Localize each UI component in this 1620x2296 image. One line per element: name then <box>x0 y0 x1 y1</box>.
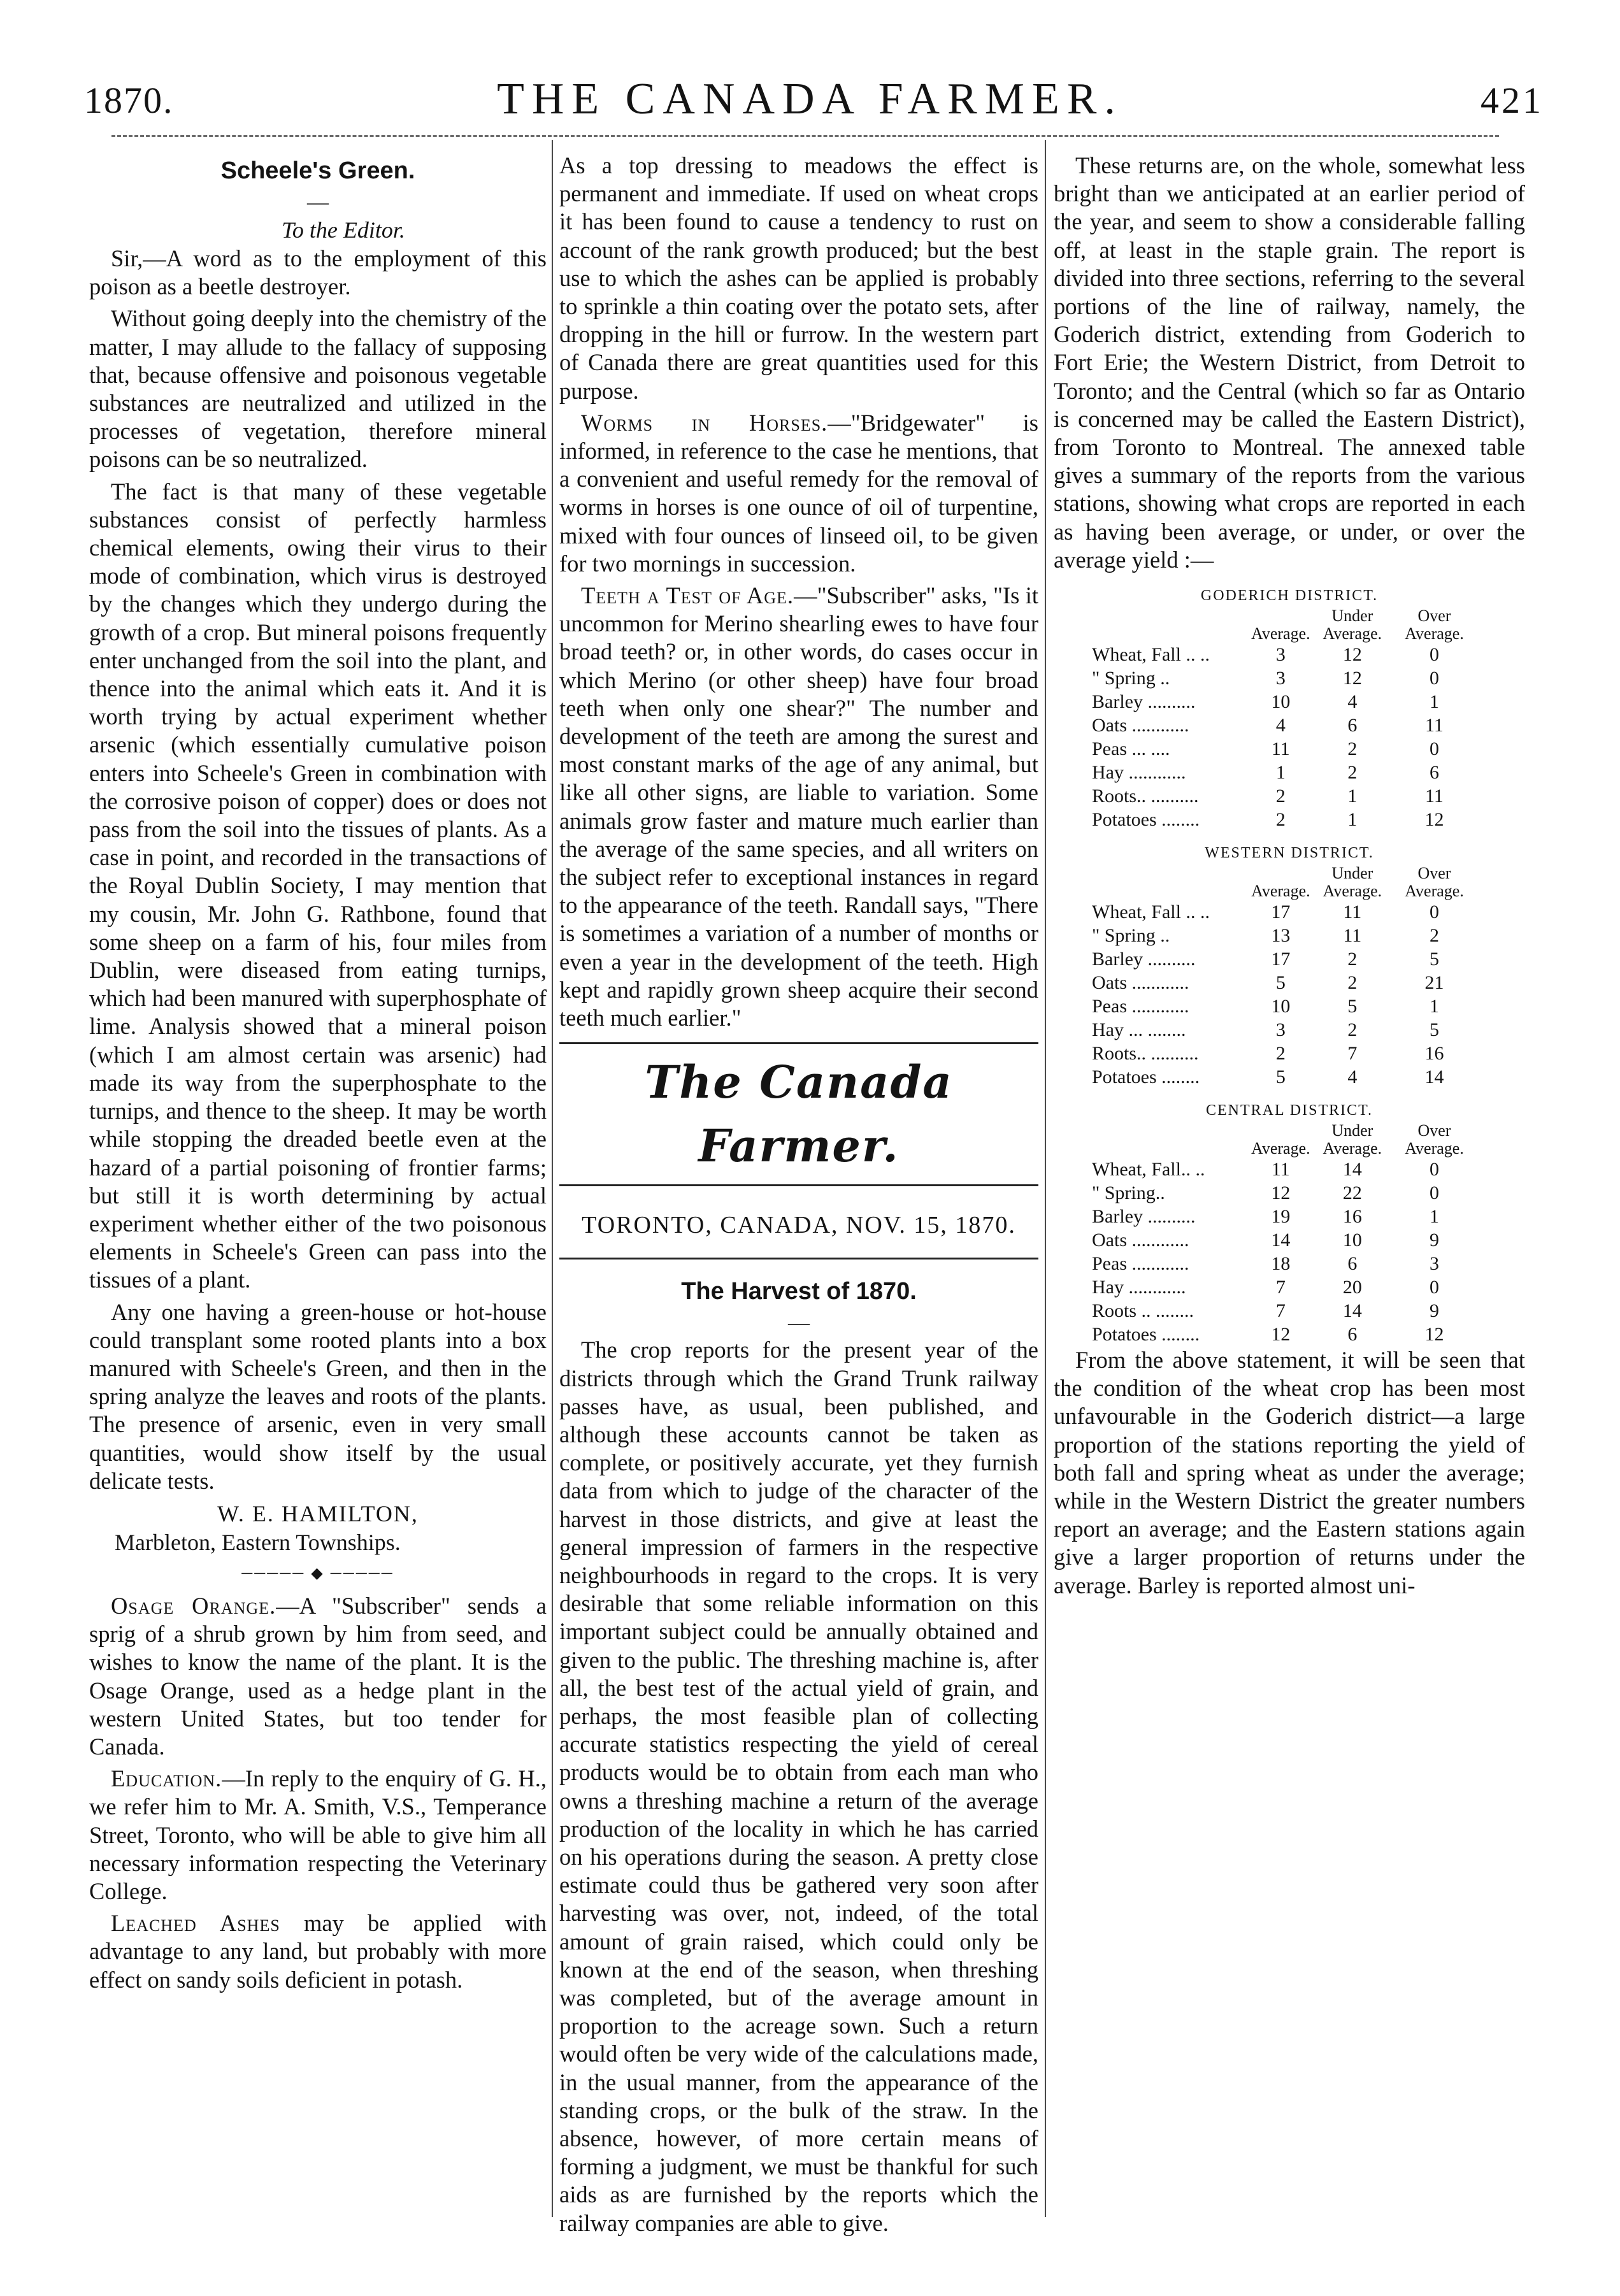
table-cell: 1 <box>1430 691 1439 713</box>
table-row <box>1092 737 1474 761</box>
table-cell: 6 <box>1347 1253 1358 1275</box>
table-header-cell: Over Average. <box>1405 606 1464 643</box>
table-cell: 1 <box>1430 1206 1439 1228</box>
table-cell: 16 <box>1424 1043 1444 1065</box>
harvest-paragraph-3: From the above statement, it will be seen that the condition of the wheat crop has been most unfavourable in the Goderich district—a large proportion of the stations reporting the yield of both fall and spring wheat as under the average; while in the Western District the greater numbers report an average; and the Eastern stations again give a larger proportion of returns under the average. Barley is reported almost uni- <box>1054 1347 1525 1598</box>
table-cell: 16 <box>1342 1206 1362 1228</box>
table-cell: 10 <box>1342 1230 1362 1251</box>
crop-name: Roots.. .......... <box>1092 786 1199 807</box>
table-row <box>1092 924 1474 947</box>
table-header-cell: Average. <box>1251 882 1310 901</box>
table-cell: 0 <box>1430 1182 1439 1204</box>
crop-name: Barley .......... <box>1092 691 1196 713</box>
table-cell: 3 <box>1275 1019 1286 1041</box>
table-cell: 2 <box>1430 925 1439 947</box>
osage-text: —A "Subscriber" sends a sprig of a shrub grown by him from seed, and wishes to know the name of the plant. It is the Osage Orange, used as a hedge plant in the western United States, but too tender for Canada. <box>89 1592 547 1760</box>
table-cell: 5 <box>1430 1019 1439 1041</box>
table-cell: 1 <box>1430 996 1439 1017</box>
scheele-paragraph-1: Sir,—A word as to the employment of this poison as a beetle destroyer. <box>89 245 547 300</box>
table-header-cell <box>1092 1122 1251 1158</box>
table-cell: 4 <box>1347 691 1358 713</box>
dateline: TORONTO, CANADA, NOV. 15, 1870. <box>559 1196 1038 1259</box>
table-cell: 11 <box>1271 1159 1290 1180</box>
table-row <box>1092 1018 1474 1042</box>
table-cell: 0 <box>1430 668 1439 689</box>
table-cell: 14 <box>1342 1300 1362 1322</box>
table-header-cell <box>1092 607 1251 643</box>
table-cell: 9 <box>1430 1300 1439 1322</box>
table-row <box>1092 1252 1474 1275</box>
table-cell: 19 <box>1271 1206 1291 1228</box>
table-row <box>1092 1299 1474 1323</box>
table-row <box>1092 1158 1474 1181</box>
table-header-cell: Over Average. <box>1405 1121 1464 1158</box>
table-cell: 9 <box>1430 1230 1439 1251</box>
table-header-cell: Under Average. <box>1323 606 1382 643</box>
table-cell: 12 <box>1271 1182 1291 1204</box>
table-cell: 12 <box>1271 1324 1291 1345</box>
table-cell: 14 <box>1342 1159 1362 1180</box>
table-row <box>1092 1205 1474 1228</box>
table-row <box>1092 761 1474 784</box>
education-head: Education. <box>111 1765 222 1792</box>
scheele-place: Marbleton, Eastern Townships. <box>115 1529 401 1555</box>
table-cell: 12 <box>1342 668 1362 689</box>
crop-name: Hay ... ........ <box>1092 1019 1186 1041</box>
scheele-paragraph-2: Without going deeply into the chemistry of the matter, I may allude to the fallacy of supposing that, because offensive and poisonous vegetable substances are neutralized and utilized in the processes of vegetation, therefore mineral poisons can be so neutralized. <box>89 305 547 473</box>
table-header-row <box>1092 1122 1474 1158</box>
crop-name: Potatoes ........ <box>1092 809 1200 831</box>
header-rule <box>111 135 1499 137</box>
table-cell: 0 <box>1430 1159 1439 1180</box>
table-row <box>1092 971 1474 994</box>
table-cell: 0 <box>1430 644 1439 666</box>
crop-name: Peas ... .... <box>1092 738 1170 760</box>
scheele-dash: — <box>307 190 329 214</box>
yield-tables <box>1054 584 1525 1346</box>
district-title: CENTRAL DISTRICT. <box>1206 1102 1373 1119</box>
table-cell: 12 <box>1424 809 1444 831</box>
section-ornament: ───── ◆ ───── <box>241 1565 394 1582</box>
table-cell: 10 <box>1271 996 1291 1017</box>
district-table <box>1092 865 1474 1089</box>
district-title: GODERICH DISTRICT. <box>1200 587 1379 605</box>
table-cell: 11 <box>1271 738 1290 760</box>
table-row <box>1092 784 1474 808</box>
table-cell: 21 <box>1424 972 1444 994</box>
table-row <box>1092 1228 1474 1252</box>
ashes-paragraph <box>89 1909 547 1994</box>
table-header-row <box>1092 607 1474 643</box>
table-cell: 11 <box>1343 925 1362 947</box>
table-cell: 14 <box>1271 1230 1291 1251</box>
table-cell: 0 <box>1430 1277 1439 1298</box>
crop-name: Wheat, Fall .. .. <box>1092 644 1210 666</box>
ashes-continued: As a top dressing to meadows the effect is permanent and immediate. If used on wheat crops it has been found to cause a tendency to rust on account of the rank growth produced; but the best use to which the ashes can be applied is probably to sprinkle a thin coating over the potato sets, after dropping in the hill or furrow. In the western part of Canada there are great quantities used for this purpose. <box>559 152 1038 404</box>
column-3 <box>1054 152 1525 2239</box>
table-row <box>1092 714 1474 737</box>
worms-paragraph <box>559 409 1038 578</box>
table-cell: 14 <box>1424 1066 1444 1088</box>
harvest-paragraph-2: These returns are, on the whole, somewhat less bright than we anticipated at an earlier period of the year, and seem to show a considerable falling off, at least in the staple grain. The report is divided into three sections, referring to the several portions of the line of railway, namely, the Goderich district, extending from Goderich to Fort Erie; the Western District, from Detroit to Toronto; and the Central (which so far as Ontario is concerned may be called the Eastern District), from Toronto to Montreal. The annexed table gives a summary of the reports from the various stations, showing what crops are reported in each as having been average, or under, or over the average yield :— <box>1054 152 1525 573</box>
crop-name: Oats ............ <box>1092 972 1189 994</box>
table-cell: 1 <box>1275 762 1286 784</box>
table-cell: 5 <box>1430 949 1439 970</box>
header-title: THE CANADA FARMER. <box>497 75 1123 124</box>
crop-name: " Spring .. <box>1092 925 1170 947</box>
table-cell: 2 <box>1347 949 1358 970</box>
district-table <box>1092 607 1474 831</box>
crop-name: " Spring .. <box>1092 668 1170 689</box>
table-row <box>1092 666 1474 690</box>
scheele-signature: W. E. HAMILTON, <box>217 1500 419 1526</box>
table-header-cell: Over Average. <box>1405 864 1464 901</box>
table-header-row <box>1092 865 1474 900</box>
table-row <box>1092 1065 1474 1089</box>
district-table <box>1092 1122 1474 1346</box>
table-cell: 17 <box>1271 901 1291 923</box>
district-title: WESTERN DISTRICT. <box>1205 845 1374 862</box>
table-cell: 1 <box>1347 786 1358 807</box>
table-cell: 11 <box>1425 786 1444 807</box>
table-cell: 2 <box>1347 738 1358 760</box>
table-cell: 22 <box>1342 1182 1362 1204</box>
crop-name: Hay ............ <box>1092 1277 1186 1298</box>
crop-name: Barley .......... <box>1092 949 1196 970</box>
table-cell: 17 <box>1271 949 1291 970</box>
harvest-title: The Harvest of 1870. <box>681 1278 917 1305</box>
table-cell: 3 <box>1430 1253 1439 1275</box>
table-row <box>1092 643 1474 666</box>
osage-paragraph <box>89 1592 547 1761</box>
table-header-cell: Average. <box>1251 1139 1310 1158</box>
table-row <box>1092 994 1474 1018</box>
table-header-cell <box>1092 865 1251 900</box>
crop-name: Wheat, Fall.. .. <box>1092 1159 1205 1180</box>
header-year: 1870. <box>84 80 174 121</box>
column-rule-1 <box>552 140 553 2217</box>
column-rule-2 <box>1045 140 1046 2217</box>
ashes-head: Leached Ashes <box>111 1910 280 1937</box>
teeth-text: —"Subscriber" asks, "Is it uncommon for Merino shearling ewes to have four broad teeth? or, in other words, do cases occur in which Merino (or other sheep) have four broad teeth when only one shear?" The number and development of the teeth are among the surest and most constant marks of the age of any animal, but like all other signs, are liable to variation. Some animals grow faster and mature much earlier than the average of the same species, and all writers on the subject refer to exceptional instances in regard to the appearance of the teeth. Randall says, "There is sometimes a variation of a number of months or even a year in the development of the teeth. High kept and rapidly grown sheep acquire their second teeth much earlier." <box>559 582 1038 1031</box>
page-header <box>0 70 1620 127</box>
table-cell: 11 <box>1343 901 1362 923</box>
scheele-paragraph-3: The fact is that many of these vegetable substances consist of perfectly harmless chemical elements, owing their virus to their mode of combination, which virus is destroyed by the changes which they undergo during the growth of a crop. But mineral poisons frequently enter unchanged from the soil into the plant, and thence into the animal which eats it. And it is worth trying by actual experiment whether arsenic (which essentially cumulative poison enters into Scheele's Green in combination with the corrosive poison of copper) does or does not pass from the soil into the tissues of plants. As a case in point, and recorded in the transactions of the Royal Dublin Society, I may mention that my cousin, Mr. John G. Rathbone, found that some sheep on a farm of his, four miles from Dublin, were diseased from eating turnips, which had been manured with superphosphate of lime. Analysis showed that a mineral poison (which I am almost certain was arsenic) had made its way from the superphosphate to the turnips, and thence to the sheep. It may be worth while stopping the dreaded beetle even at the hazard of a partial poisoning of frontier farms; but still it is worth determining by actual experiment whether either of the two poisonous elements in Scheele's Green can pass into the tissues of a plant. <box>89 478 547 1293</box>
table-cell: 7 <box>1347 1043 1358 1065</box>
table-cell: 2 <box>1275 1043 1286 1065</box>
header-page-number: 421 <box>1480 80 1544 121</box>
harvest-dash: — <box>788 1311 810 1335</box>
scheele-salutation: To the Editor. <box>282 217 405 243</box>
table-row <box>1092 690 1474 714</box>
teeth-head: Teeth a Test of Age. <box>581 582 794 609</box>
table-cell: 12 <box>1342 644 1362 666</box>
table-cell: 3 <box>1275 668 1286 689</box>
table-cell: 12 <box>1424 1324 1444 1345</box>
education-text: —In reply to the enquiry of G. H., we refer him to Mr. A. Smith, V.S., Temperance Street, Toronto, who will be able to give him all necessary information respecting the Veterinary College. <box>89 1765 547 1904</box>
crop-name: Roots.. .......... <box>1092 1043 1199 1065</box>
masthead: The Canada Farmer. <box>645 1056 953 1173</box>
harvest-paragraph-1: The crop reports for the present year of the districts through which the Grand Trunk railway passes have, as usual, been published, and although these accounts cannot be taken as complete, or positively accurate, yet they furnish data from which to judge of the character of the harvest in those districts, and give at least the general impression of farmers in the respective neighbourhoods in regard to the crops. It is very desirable that some reliable information on this important subject could be annually obtained and given to the public. The threshing machine is, after all, the best test of the actual yield of grain, and perhaps, the most feasible plan of collecting accurate statistics respecting the yield of cereal products would be to obtain from each man who owns a threshing machine a return of the average production of the locality in which he has carried on his operations during the season. A pretty close estimate could thus be gathered very soon after harvesting was over, not, indeed, of the total amount of grain raised, which could only be known at the end of the season, when threshing was completed, but of the average amount in proportion to the acreage sown. Such a return would often be very wide of the calculations made, in the usual manner, from the appearance of the standing crops, or the bulk of the straw. In the absence, however, of more certain means of forming a judgment, we must be thankful for such aids as are furnished by the reports which the railway companies are able to give. <box>559 1337 1038 2236</box>
table-cell: 5 <box>1275 1066 1286 1088</box>
scheele-paragraph-4: Any one having a green-house or hot-house could transplant some rooted plants into a box manured with Scheele's Green, and then in the spring analyze the leaves and roots of the plants. The presence of arsenic, even in very small quantities, would show itself by the usual delicate tests. <box>89 1298 547 1494</box>
table-cell: 7 <box>1275 1277 1286 1298</box>
crop-name: Wheat, Fall .. .. <box>1092 901 1210 923</box>
table-header-cell: Under Average. <box>1323 864 1382 901</box>
scheele-title: Scheele's Green. <box>220 157 415 184</box>
table-cell: 7 <box>1275 1300 1286 1322</box>
table-cell: 18 <box>1271 1253 1291 1275</box>
table-row <box>1092 1042 1474 1065</box>
table-row <box>1092 1323 1474 1346</box>
crop-name: Peas ............ <box>1092 996 1189 1017</box>
table-cell: 2 <box>1275 786 1286 807</box>
table-cell: 11 <box>1425 715 1444 736</box>
osage-head: Osage Orange. <box>111 1592 276 1619</box>
crop-name: Roots .. ........ <box>1092 1300 1194 1322</box>
teeth-paragraph <box>559 582 1038 1032</box>
table-cell: 13 <box>1271 925 1291 947</box>
ashes-text-1: may be applied with advantage to any land, but probably with more effect on sandy soils deficient in potash. <box>89 1910 547 1993</box>
worms-head: Worms in Horses. <box>581 409 828 436</box>
table-cell: 2 <box>1347 1019 1358 1041</box>
table-cell: 6 <box>1430 762 1439 784</box>
table-row <box>1092 1275 1474 1299</box>
table-cell: 2 <box>1347 972 1358 994</box>
table-cell: 2 <box>1275 809 1286 831</box>
table-cell: 20 <box>1342 1277 1362 1298</box>
crop-name: Potatoes ........ <box>1092 1324 1200 1345</box>
crop-name: Oats ............ <box>1092 1230 1189 1251</box>
table-row <box>1092 947 1474 971</box>
table-cell: 0 <box>1430 738 1439 760</box>
crop-name: " Spring.. <box>1092 1182 1165 1204</box>
crop-name: Oats ............ <box>1092 715 1189 736</box>
table-row <box>1092 808 1474 831</box>
table-cell: 6 <box>1347 1324 1358 1345</box>
table-header-cell: Under Average. <box>1323 1121 1382 1158</box>
crop-name: Peas ............ <box>1092 1253 1189 1275</box>
table-header-cell: Average. <box>1251 624 1310 643</box>
table-row <box>1092 900 1474 924</box>
table-cell: 4 <box>1275 715 1286 736</box>
table-cell: 5 <box>1347 996 1358 1017</box>
masthead-box <box>559 1042 1038 1186</box>
table-row <box>1092 1181 1474 1205</box>
table-cell: 6 <box>1347 715 1358 736</box>
crop-name: Barley .......... <box>1092 1206 1196 1228</box>
crop-name: Hay ............ <box>1092 762 1186 784</box>
table-cell: 3 <box>1275 644 1286 666</box>
education-paragraph <box>89 1765 547 1905</box>
table-cell: 4 <box>1347 1066 1358 1088</box>
worms-text: —"Bridgewater" is informed, in reference to the case he mentions, that a convenient and useful remedy for the removal of worms in horses is one ounce of oil of turpentine, mixed with four ounces of linseed oil, to be given for two mornings in succession. <box>559 409 1038 577</box>
table-cell: 2 <box>1347 762 1358 784</box>
table-cell: 10 <box>1271 691 1291 713</box>
column-2 <box>559 152 1038 2239</box>
table-cell: 1 <box>1347 809 1358 831</box>
column-1 <box>89 152 547 2239</box>
crop-name: Potatoes ........ <box>1092 1066 1200 1088</box>
table-cell: 0 <box>1430 901 1439 923</box>
table-cell: 5 <box>1275 972 1286 994</box>
